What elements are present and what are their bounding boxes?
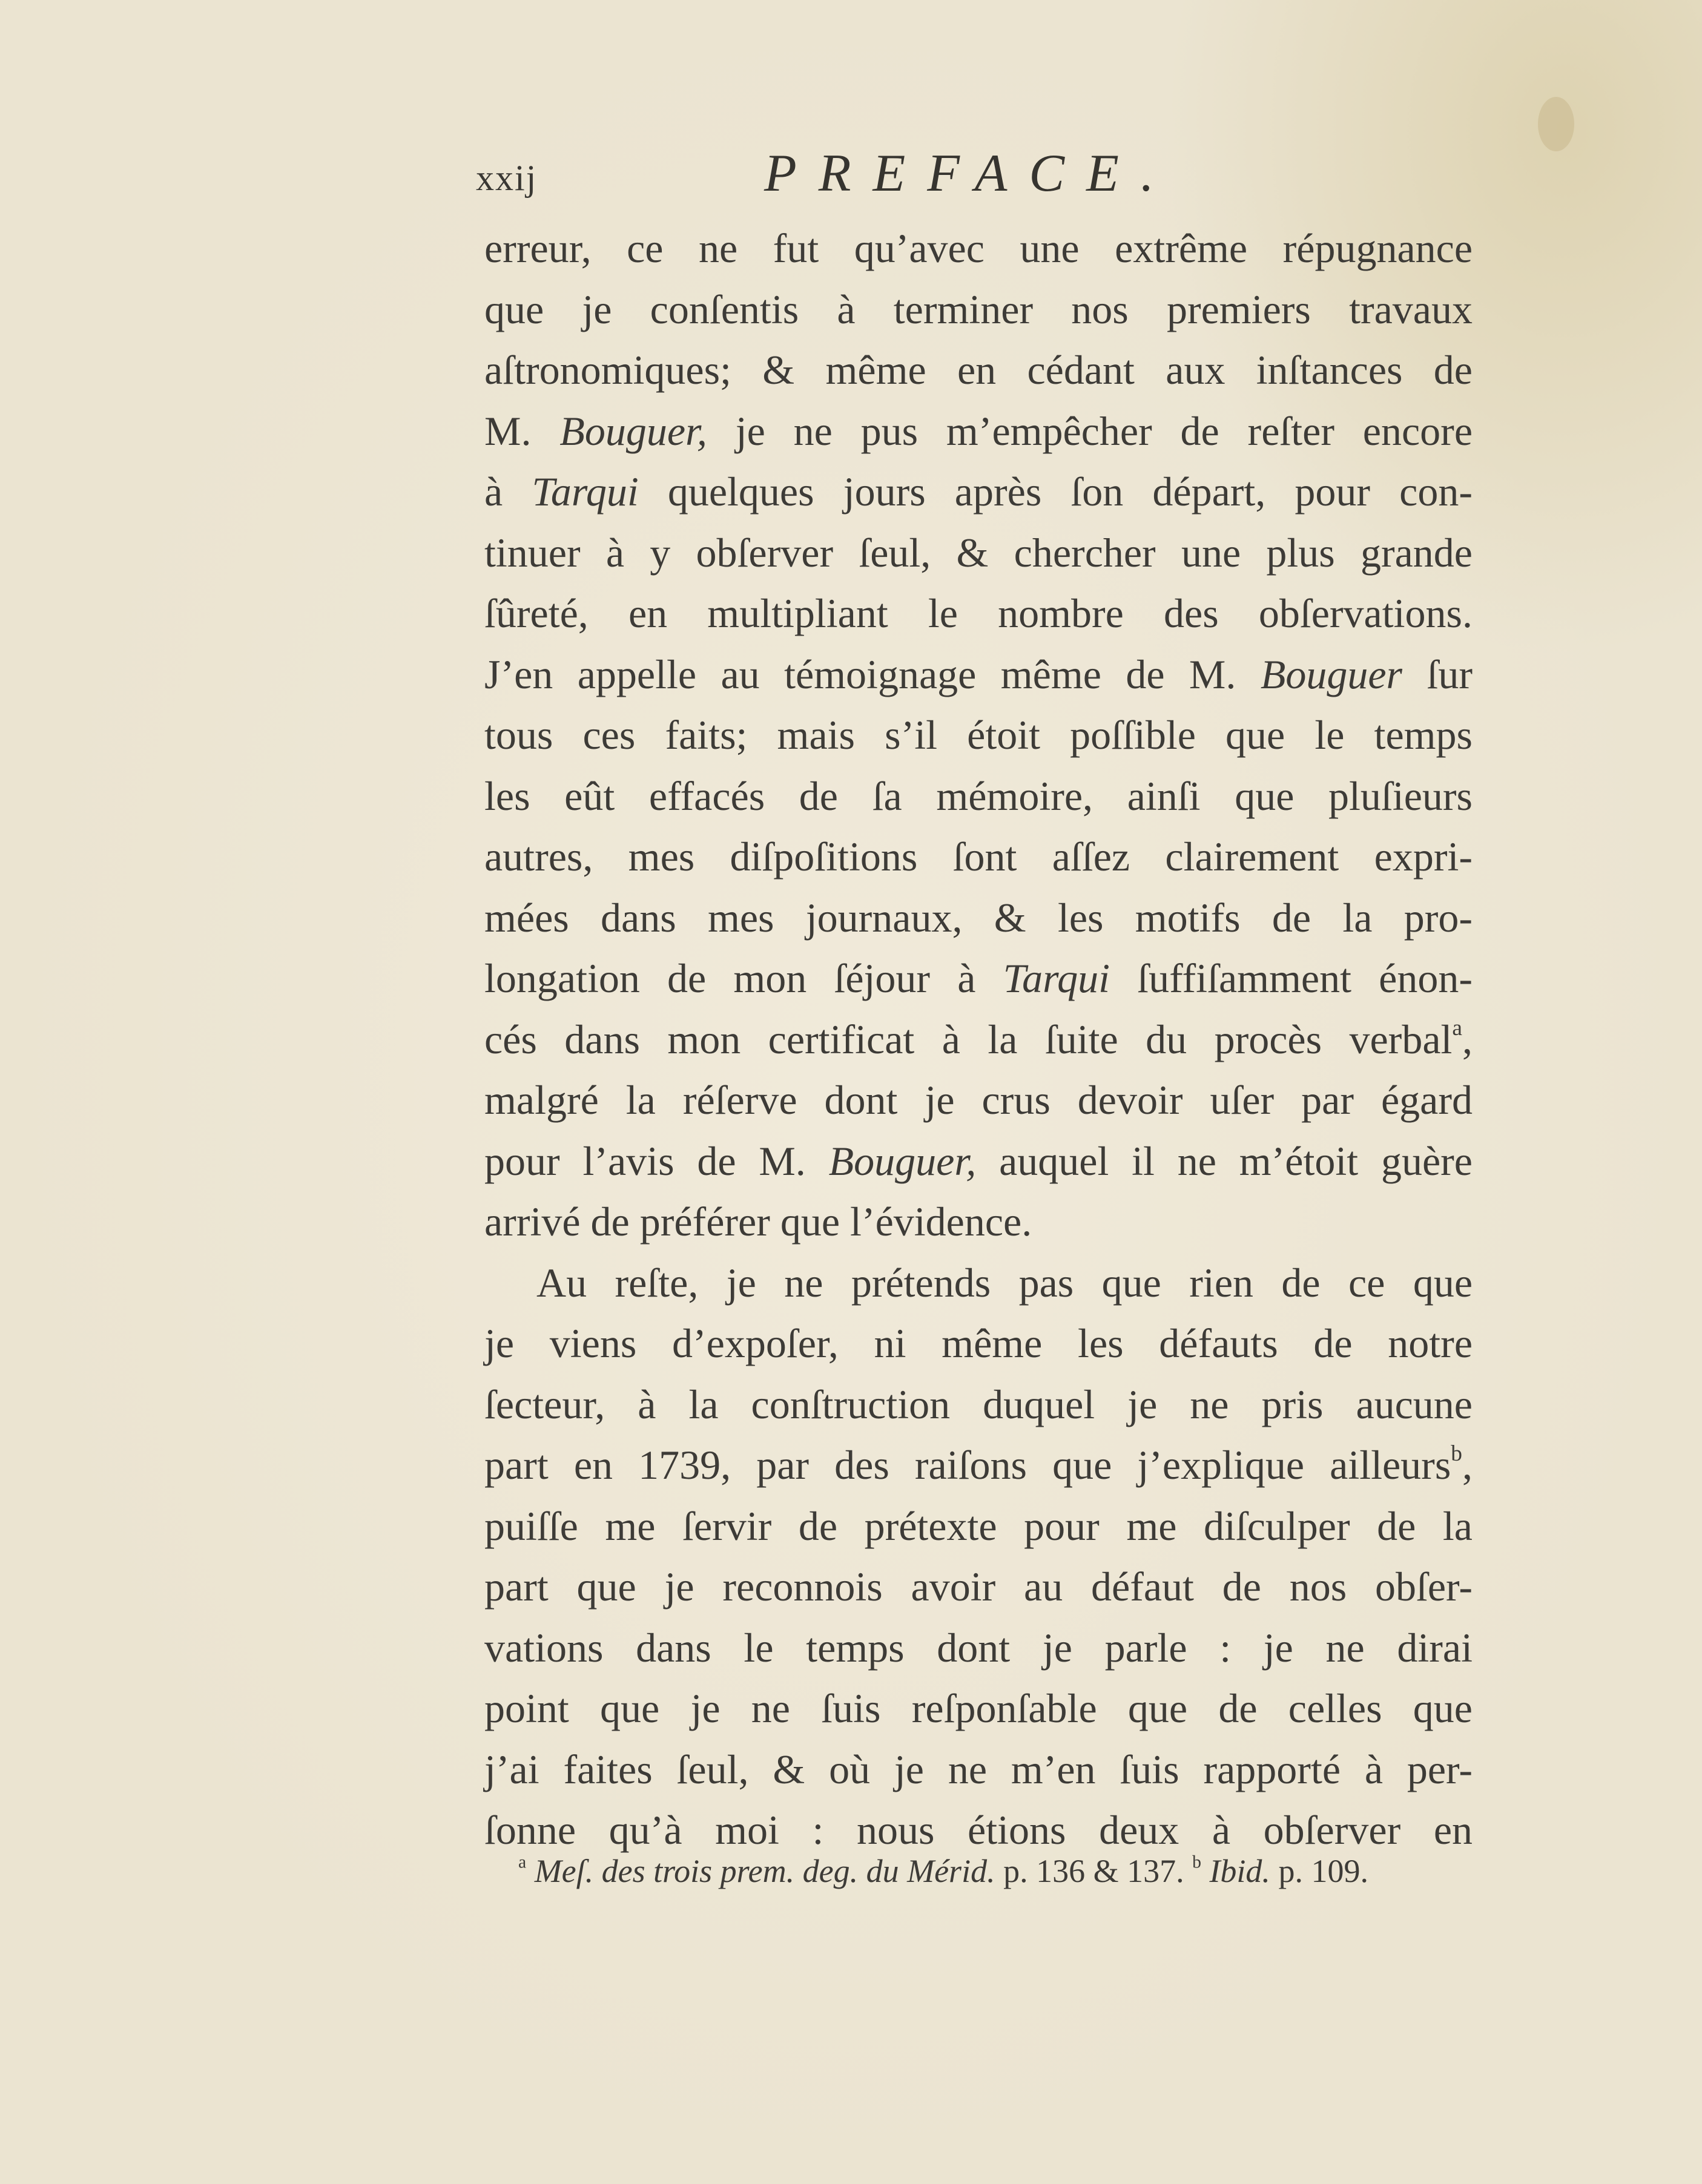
body-text [484,218,1473,1861]
footnote-ref-a[interactable]: a [1452,1015,1462,1041]
text-line: J’en appelle au témoignage même de M. Bouguer ſur [484,651,1473,697]
text-line: Au reſte, je ne prétends pas que rien de ce que [536,1259,1473,1306]
text-line: ſûreté, en multipliant le nombre des obſervations. [484,590,1473,636]
footnote-ref-b[interactable]: b [1451,1441,1462,1467]
italic-place: Tarqui [1003,955,1110,1001]
text-line: je viens d’expoſer, ni même les défauts de notre [484,1320,1473,1366]
text-line: point que je ne ſuis reſponſable que de celles que [484,1685,1473,1731]
text-line: ſecteur, à la conſtruction duquel je ne pris aucune [484,1381,1473,1427]
text-line: aſtronomiques; & même en cédant aux inſtances de [484,347,1473,393]
running-title: PREFACE. [764,144,1176,203]
text-line: puiſſe me ſervir de prétexte pour me diſculper de la [484,1502,1473,1549]
italic-name: Bouguer [1260,651,1403,697]
text-line: vations dans le temps dont je parle : je ne dirai [484,1624,1473,1671]
text-line: M. Bouguer, je ne pus m’empêcher de reſter encore [484,407,1473,454]
italic-name: Bouguer, [828,1137,977,1184]
footnote-a-source: Meſ. des trois prem. deg. du Mérid. [534,1853,995,1889]
text-line: que je conſentis à terminer nos premiers travaux [484,286,1473,332]
footnote-b-source: Ibid. [1209,1853,1270,1889]
page-number: xxij [476,158,538,198]
text-line: cés dans mon certificat à la ſuite du procès verbal$^a$, [484,1015,1473,1062]
text-line: ſonne qu’à moi : nous étions deux à obſerver en [484,1807,1473,1853]
text-line: part que je reconnois avoir au défaut de nos obſer- [484,1564,1473,1610]
text-line: tinuer à y obſerver ſeul, & chercher une plus grande [484,529,1473,576]
text-line: j’ai faites ſeul, & où je ne m’en ſuis rapporté à per- [484,1746,1473,1792]
text-line: malgré la réſerve dont je crus devoir uſer par égard [484,1077,1473,1123]
text-line: part en 1739, par des raiſons que j’explique ailleurs$^b$, [484,1441,1473,1488]
footnote-mark-a: a [518,1852,527,1872]
text-line: longation de mon ſéjour à Tarqui ſuffiſamment énon- [484,955,1473,1001]
footnote-a-pages: p. 136 & 137. [995,1853,1184,1889]
footnote-mark-b: b [1192,1852,1201,1872]
text-line: autres, mes diſpoſitions ſont aſſez clairement expri- [484,834,1473,880]
footnote-b-pages: p. 109. [1270,1853,1368,1889]
italic-place: Tarqui [532,469,639,515]
text-line: arrivé de préférer que l’évidence. [484,1199,1032,1245]
paper-stain [1538,97,1574,151]
text-line: erreur, ce ne fut qu’avec une extrême répugnance [484,225,1473,271]
text-line: les eût effacés de ſa mémoire, ainſi que pluſieurs [484,772,1473,819]
text-line: pour l’avis de M. Bouguer, auquel il ne m’étoit guère [484,1137,1473,1184]
footnote [518,1852,1368,1890]
text-line: à Tarqui quelques jours après ſon départ, pour con- [484,469,1473,515]
text-line: mées dans mes journaux, & les motifs de la pro- [484,894,1473,941]
text-line: tous ces faits; mais s’il étoit poſſible que le temps [484,712,1473,758]
italic-name: Bouguer, [559,407,707,454]
page-header [476,140,1263,207]
